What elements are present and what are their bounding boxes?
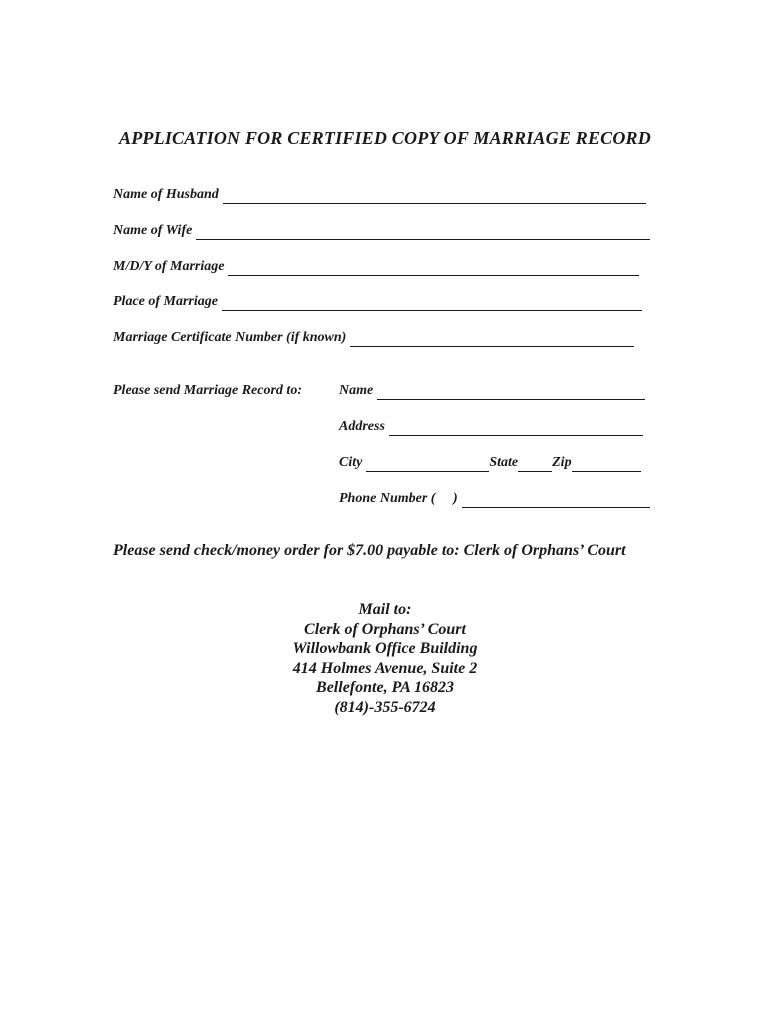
marriage-place-row (113, 293, 642, 311)
zip-label: Zip (552, 455, 572, 470)
marriage-place-field[interactable] (222, 296, 642, 311)
certificate-number-field[interactable] (350, 332, 634, 347)
phone-field[interactable] (462, 493, 650, 508)
recipient-city-row (339, 454, 641, 472)
certificate-number-label: Marriage Certificate Number (if known) (113, 330, 347, 345)
mail-line-2: Willowbank Office Building (292, 640, 478, 658)
certificate-number-row (113, 329, 634, 347)
state-label: State (489, 455, 519, 470)
phone-label: Phone Number ( ) (339, 491, 458, 506)
recipient-name-row (339, 382, 645, 400)
recipient-phone-row (339, 490, 650, 508)
marriage-date-field[interactable] (228, 261, 639, 276)
state-field[interactable] (518, 457, 552, 472)
wife-name-field[interactable] (196, 225, 650, 240)
mail-line-4: Bellefonte, PA 16823 (316, 679, 454, 697)
marriage-date-row (113, 258, 639, 276)
wife-row (113, 222, 650, 240)
husband-label: Name of Husband (113, 187, 219, 202)
mailing-address (0, 600, 770, 718)
mail-heading: Mail to: (358, 601, 412, 618)
city-label: City (339, 455, 363, 470)
marriage-place-label: Place of Marriage (113, 294, 218, 309)
city-field[interactable] (366, 457, 489, 472)
recipient-name-label: Name (339, 383, 374, 398)
marriage-date-label: M/D/Y of Marriage (113, 259, 225, 274)
mail-line-5: (814)-355-6724 (334, 698, 436, 716)
send-record-label-text: Please send Marriage Record to: (113, 383, 302, 398)
wife-label: Name of Wife (113, 223, 193, 238)
recipient-name-field[interactable] (377, 385, 645, 400)
mail-line-3: 414 Holmes Avenue, Suite 2 (292, 659, 478, 677)
form-title: APPLICATION FOR CERTIFIED COPY OF MARRIAGE RECORD (119, 128, 651, 148)
husband-row (113, 186, 646, 204)
recipient-address-label: Address (339, 419, 385, 434)
husband-name-field[interactable] (223, 189, 646, 204)
recipient-address-field[interactable] (389, 421, 643, 436)
mail-line-1: Clerk of Orphans’ Court (304, 620, 466, 638)
send-record-label (113, 382, 302, 400)
payment-instructions: Please send check/money order for $7.00 payable to: Clerk of Orphans’ Court (113, 542, 626, 559)
zip-field[interactable] (572, 457, 641, 472)
recipient-address-row (339, 418, 643, 436)
